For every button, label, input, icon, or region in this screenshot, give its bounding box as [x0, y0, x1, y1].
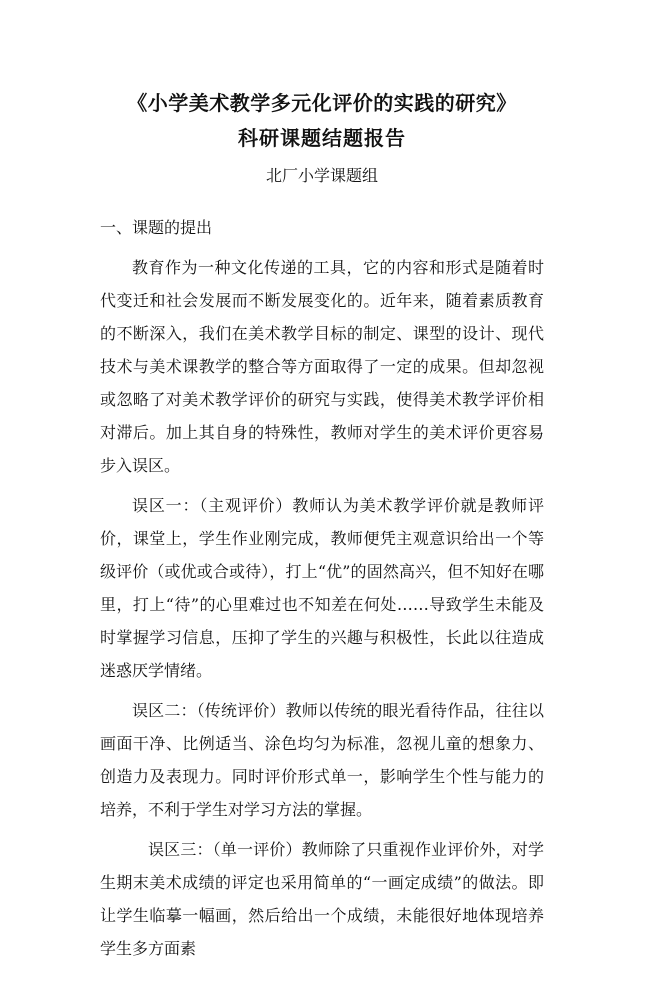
- paragraph-misconception-2: 误区二：（传统评价）教师以传统的眼光看待作品，往往以画面干净、比例适当、涂色均匀为标准，忽视儿童的想象力、创造力及表现力。同时评价形式单一，影响学生个性与能力的培养，不利于学生对学习方法的掌握。: [100, 701, 544, 819]
- paragraph-misconception-3: 误区三：（单一评价）教师除了只重视作业评价外，对学生期末美术成绩的评定也采用简单的“一画定成绩”的做法。即让学生临摹一幅画，然后给出一个成绩，未能很好地体现培养学生多方面素: [100, 840, 544, 958]
- document-subtitle: 科研课题结题报告: [238, 126, 406, 150]
- paragraph-intro: 教育作为一种文化传递的工具，它的内容和形式是随着时代变迁和社会发展而不断发展变化的。近年来，随着素质教育的不断深入，我们在美术教学目标的制定、课型的设计、现代技术与美术课教学的整合等方面取得了一定的成果。但却忽视或忽略了对美术教学评价的研究与实践，使得美术教学评价相对滞后。加上其自身的特殊性，教师对学生的美术评价更容易步入误区。: [100, 258, 544, 475]
- document-page: [0, 88, 650, 1008]
- paragraph-misconception-1: 误区一：（主观评价）教师认为美术教学评价就是教师评价，课堂上，学生作业刚完成，教师便凭主观意识给出一个等级评价（或优或合或待），打上“优”的固然高兴，但不知好在哪里，打上“待”的心里难过也不知差在何处……导致学生未能及时掌握学习信息，压抑了学生的兴趣与积极性，长此以往造成迷惑厌学情绪。: [100, 496, 544, 680]
- document-author: 北厂小学课题组: [265, 166, 378, 185]
- section-heading: 一、课题的提出: [100, 218, 213, 237]
- document-title: 《小学美术教学多元化评价的实践的研究》: [127, 91, 517, 115]
